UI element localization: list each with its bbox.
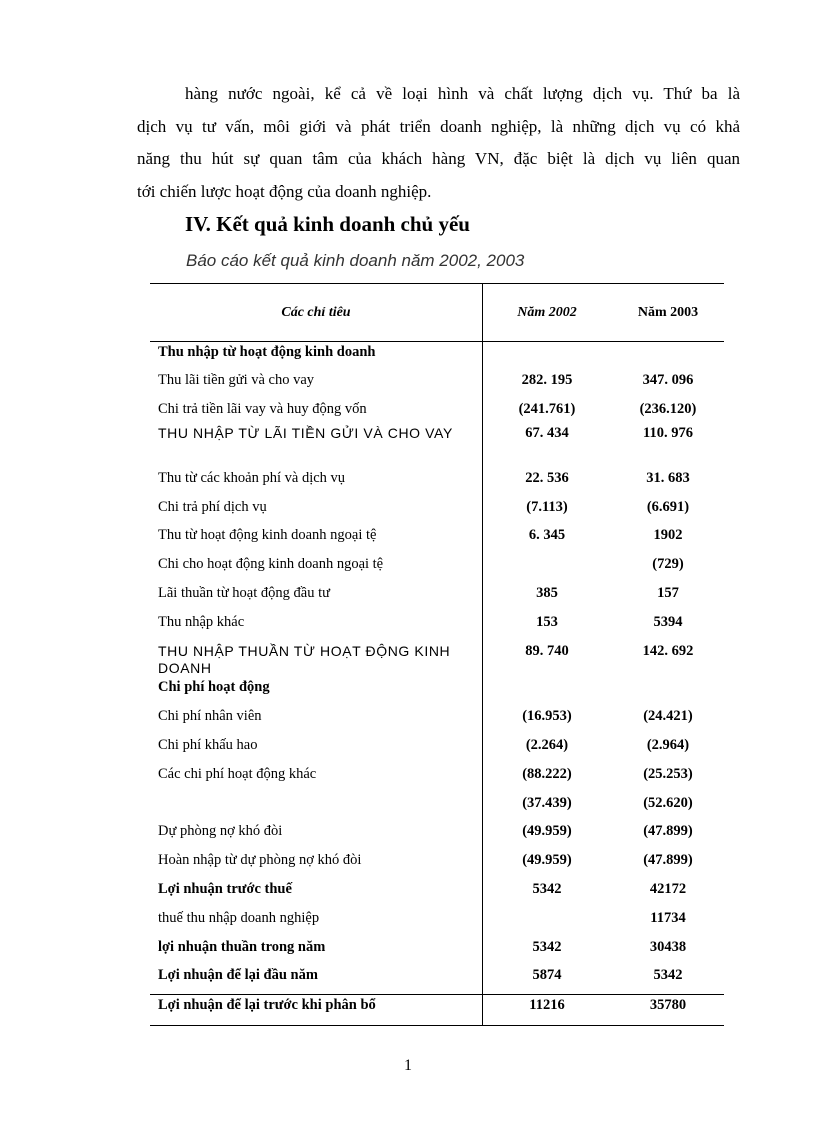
table-row xyxy=(150,852,724,881)
row-label: Lợi nhuận để lại trước khi phân bổ xyxy=(158,997,376,1013)
value-2003: 42172 xyxy=(649,881,687,897)
table-row xyxy=(150,708,724,737)
header-year-2002: Năm 2002 xyxy=(517,305,577,320)
value-2003: (47.899) xyxy=(643,852,693,868)
row-label: THU NHẬP TỪ LÃI TIỀN GỬI VÀ CHO VAY xyxy=(158,425,453,441)
page-number: 1 xyxy=(404,1057,412,1074)
row-label: Thu lãi tiền gửi và cho vay xyxy=(158,372,315,388)
paragraph-line: hàng nước ngoài, kể cả về loại hình và chất lượng dịch vụ. Thứ ba là xyxy=(185,84,740,103)
row-label: lợi nhuận thuần trong năm xyxy=(158,939,326,955)
row-label: Lãi thuần từ hoạt động đầu tư xyxy=(158,585,330,601)
value-2003: (47.899) xyxy=(643,823,693,839)
row-label: Hoàn nhập từ dự phòng nợ khó đòi xyxy=(158,852,362,868)
value-2003: (236.120) xyxy=(639,401,697,417)
value-2002: 5874 xyxy=(532,967,562,983)
row-label: Lợi nhuận để lại đầu năm xyxy=(158,967,318,983)
row-label: Thu từ các khoản phí và dịch vụ xyxy=(158,470,346,486)
value-2003: 31. 683 xyxy=(646,470,690,486)
value-2003: 142. 692 xyxy=(642,643,694,659)
body-paragraph xyxy=(137,78,740,208)
paragraph-line: tới chiến lược hoạt động của doanh nghiệp. xyxy=(137,181,432,201)
value-2003: (729) xyxy=(652,556,684,572)
table-row xyxy=(150,556,724,585)
row-label: Thu nhập từ hoạt động kinh doanh xyxy=(158,344,376,360)
table-row xyxy=(150,499,724,528)
value-2003: (2.964) xyxy=(646,737,690,753)
value-2003: 5394 xyxy=(653,614,683,630)
table-caption: Báo cáo kết quả kinh doanh năm 2002, 2003 xyxy=(186,251,525,270)
row-label: Các chi phí hoạt động khác xyxy=(158,766,317,782)
value-2002: 89. 740 xyxy=(525,643,569,659)
value-2002: 385 xyxy=(536,585,558,601)
value-2002: (16.953) xyxy=(522,708,572,724)
table-row xyxy=(150,737,724,766)
value-2002: (49.959) xyxy=(522,852,572,868)
results-table xyxy=(150,283,724,1026)
value-2002: 282. 195 xyxy=(521,372,573,388)
header-year-2003: Năm 2003 xyxy=(637,305,699,320)
table-row xyxy=(150,997,724,1026)
table-row xyxy=(150,372,724,401)
row-label: Chi phí nhân viên xyxy=(158,708,262,724)
row-label: thuế thu nhập doanh nghiệp xyxy=(158,910,320,926)
value-2003: 347. 096 xyxy=(642,372,694,388)
row-label: Chi phí khấu hao xyxy=(158,737,258,753)
row-label: Chi cho hoạt động kinh doanh ngoại tệ xyxy=(158,556,384,572)
row-label: Thu từ hoạt động kinh doanh ngoại tệ xyxy=(158,527,377,543)
table-row xyxy=(150,643,724,679)
value-2003: 35780 xyxy=(649,997,687,1013)
value-2003: 110. 976 xyxy=(643,425,693,441)
row-label: Thu nhập khác xyxy=(158,614,245,630)
row-label: Chi trả tiền lãi vay và huy động vốn xyxy=(158,401,367,417)
row-label: Chi phí hoạt động xyxy=(158,679,270,695)
value-2002: 11216 xyxy=(529,997,565,1013)
header-indicators: Các chỉ tiêu xyxy=(281,305,351,320)
value-2003: (24.421) xyxy=(643,708,693,724)
row-label: Dự phòng nợ khó đòi xyxy=(158,823,283,839)
row-label: THU NHẬP THUẦN TỪ HOẠT ĐỘNG KINH DOANH xyxy=(158,643,451,676)
value-2002: (49.959) xyxy=(522,823,572,839)
table-row xyxy=(150,470,724,499)
value-2002: (2.264) xyxy=(525,737,569,753)
paragraph-line: năng thu hút sự quan tâm của khách hàng VN, đặc biệt là dịch vụ liên quan xyxy=(137,149,740,168)
value-2002: 67. 434 xyxy=(525,425,569,441)
value-2002: (7.113) xyxy=(526,499,568,515)
value-2002: (241.761) xyxy=(518,401,576,417)
table-top-border xyxy=(150,283,724,284)
value-2002: (37.439) xyxy=(522,795,572,811)
value-2002: (88.222) xyxy=(522,766,572,782)
paragraph-line: dịch vụ tư vấn, môi giới và phát triển doanh nghiệp, là những dịch vụ có khả xyxy=(137,116,740,136)
section-heading: IV. Kết quả kinh doanh chủ yếu xyxy=(185,212,470,236)
table-row xyxy=(150,425,724,461)
value-2002: 22. 536 xyxy=(525,470,569,486)
value-2003: 1902 xyxy=(653,527,683,543)
table-row xyxy=(150,344,724,373)
value-2002: 6. 345 xyxy=(528,527,566,543)
value-2003: 30438 xyxy=(649,939,687,955)
row-label: Lợi nhuận trước thuế xyxy=(158,881,292,897)
value-2002: 153 xyxy=(536,614,558,630)
table-row xyxy=(150,939,724,968)
table-row xyxy=(150,795,724,824)
table-row xyxy=(150,823,724,852)
table-row xyxy=(150,527,724,556)
header-divider xyxy=(150,341,724,342)
value-2002: 5342 xyxy=(532,939,562,955)
value-2003: 5342 xyxy=(653,967,683,983)
value-2003: (25.253) xyxy=(643,766,693,782)
value-2003: (52.620) xyxy=(643,795,693,811)
value-2003: 157 xyxy=(657,585,679,601)
table-row xyxy=(150,585,724,614)
table-row xyxy=(150,679,724,708)
table-row xyxy=(150,881,724,910)
value-2002: 5342 xyxy=(532,881,562,897)
table-row xyxy=(150,967,724,996)
value-2003: (6.691) xyxy=(646,499,690,515)
table-row xyxy=(150,910,724,939)
row-label: Chi trả phí dịch vụ xyxy=(158,499,267,515)
table-row xyxy=(150,766,724,795)
table-row xyxy=(150,614,724,643)
value-2003: 11734 xyxy=(650,910,686,926)
